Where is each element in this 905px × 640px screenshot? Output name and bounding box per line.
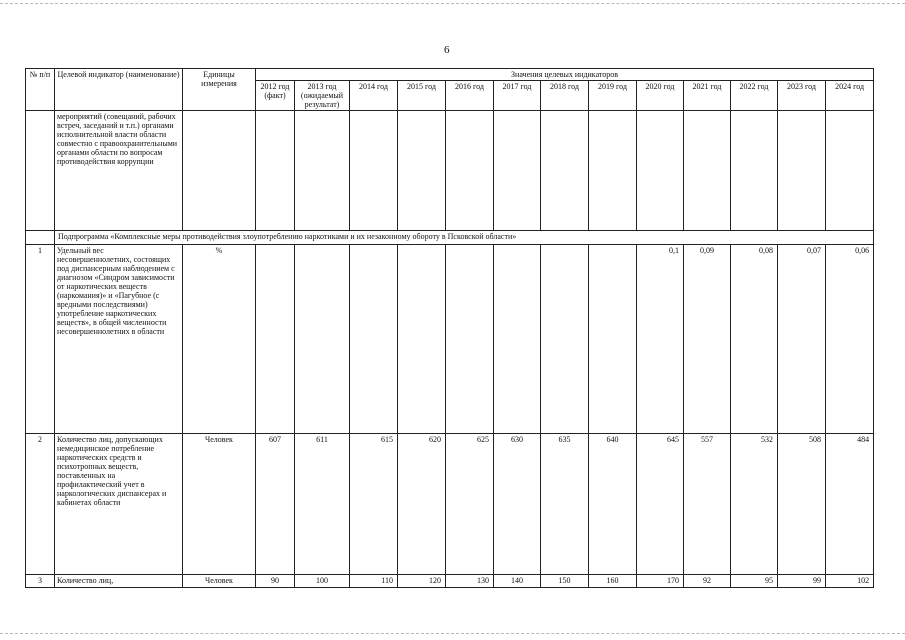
value-cell: 99 (778, 575, 826, 588)
value-cell: 150 (541, 575, 589, 588)
header-row-1 (26, 69, 874, 81)
header-year: 2021 год (684, 81, 731, 111)
value-cell: 102 (826, 575, 874, 588)
value-cell: 100 (295, 575, 350, 588)
value-cell: 611 (295, 434, 350, 575)
page-number: 6 (444, 44, 450, 56)
value-cell: 0,08 (731, 245, 778, 434)
subprogram-row (26, 231, 874, 245)
scan-bottom-edge (0, 633, 905, 634)
table-row (26, 575, 874, 588)
scan-top-edge (0, 3, 905, 4)
value-cell: 625 (446, 434, 494, 575)
value-cell: 120 (398, 575, 446, 588)
row-number: 3 (26, 575, 55, 588)
continuation-row (26, 111, 874, 231)
subprogram-title: Подпрограмма «Комплексные меры противодействия злоупотреблению наркотиками и их незаконному обороту в Псковской области» (55, 231, 874, 245)
table-cell (398, 111, 446, 231)
value-cell: 484 (826, 434, 874, 575)
value-cell: 0,1 (637, 245, 684, 434)
unit: Человек (183, 434, 256, 575)
header-units: Единицы измерения (183, 69, 256, 111)
header-year: 2019 год (589, 81, 637, 111)
indicator-table (25, 68, 874, 588)
value-cell: 620 (398, 434, 446, 575)
value-cell (350, 245, 398, 434)
value-cell: 615 (350, 434, 398, 575)
header-year: 2015 год (398, 81, 446, 111)
table-cell (684, 111, 731, 231)
header-year: 2013 год (ожидаемый результат) (295, 81, 350, 111)
row-number: 2 (26, 434, 55, 575)
table-row (26, 434, 874, 575)
header-year: 2017 год (494, 81, 541, 111)
table-cell (637, 111, 684, 231)
value-cell: 130 (446, 575, 494, 588)
table-cell (295, 111, 350, 231)
table-row (26, 245, 874, 434)
table-cell (731, 111, 778, 231)
value-cell: 640 (589, 434, 637, 575)
value-cell (541, 245, 589, 434)
header-year: 2020 год (637, 81, 684, 111)
value-cell: 508 (778, 434, 826, 575)
unit: % (183, 245, 256, 434)
header-year: 2014 год (350, 81, 398, 111)
value-cell: 92 (684, 575, 731, 588)
value-cell: 0,07 (778, 245, 826, 434)
value-cell: 532 (731, 434, 778, 575)
value-cell (398, 245, 446, 434)
header-year: 2022 год (731, 81, 778, 111)
value-cell (494, 245, 541, 434)
value-cell (256, 245, 295, 434)
value-cell: 645 (637, 434, 684, 575)
value-cell: 0,09 (684, 245, 731, 434)
table-cell (494, 111, 541, 231)
header-year: 2024 год (826, 81, 874, 111)
table-cell (446, 111, 494, 231)
table-cell (589, 111, 637, 231)
value-cell: 110 (350, 575, 398, 588)
header-year: 2023 год (778, 81, 826, 111)
header-year: 2016 год (446, 81, 494, 111)
continuation-text: мероприятий (совещаний, рабочих встреч, заседаний и т.п.) органами исполнительной власти области совместно с правоохранительными органами области по вопросам противодействия коррупции (55, 111, 183, 231)
value-cell: 557 (684, 434, 731, 575)
value-cell: 170 (637, 575, 684, 588)
value-cell: 140 (494, 575, 541, 588)
table-cell (256, 111, 295, 231)
indicator-name: Количество лиц, допускающих немедицинское потребление наркотических средств и психотропных веществ, поставленных на профилактический учет в наркологических диспансерах и кабинетах области (55, 434, 183, 575)
table-cell (26, 231, 55, 245)
value-cell: 630 (494, 434, 541, 575)
table-cell (183, 111, 256, 231)
value-cell: 635 (541, 434, 589, 575)
value-cell: 160 (589, 575, 637, 588)
indicator-name: Удельный вес несовершеннолетних, состоящих под диспансерным наблюдением с диагнозом «Синдром зависимости от наркотических веществ (наркомания)» и «Пагубное (с вредными последствиями) употребление наркотических веществ», в общей численности несовершеннолетних в области (55, 245, 183, 434)
header-indicator: Целевой индикатор (наименование) (55, 69, 183, 111)
value-cell (446, 245, 494, 434)
unit: Человек (183, 575, 256, 588)
value-cell (589, 245, 637, 434)
value-cell (295, 245, 350, 434)
value-cell: 95 (731, 575, 778, 588)
indicator-name: Количество лиц, (55, 575, 183, 588)
table-cell (26, 111, 55, 231)
header-year: 2012 год (факт) (256, 81, 295, 111)
table-cell (778, 111, 826, 231)
value-cell: 90 (256, 575, 295, 588)
value-cell: 607 (256, 434, 295, 575)
table-cell (541, 111, 589, 231)
table-cell (826, 111, 874, 231)
table-cell (350, 111, 398, 231)
value-cell: 0,06 (826, 245, 874, 434)
header-num: № п/п (26, 69, 55, 111)
header-year: 2018 год (541, 81, 589, 111)
row-number: 1 (26, 245, 55, 434)
header-values: Значения целевых индикаторов (256, 69, 874, 81)
